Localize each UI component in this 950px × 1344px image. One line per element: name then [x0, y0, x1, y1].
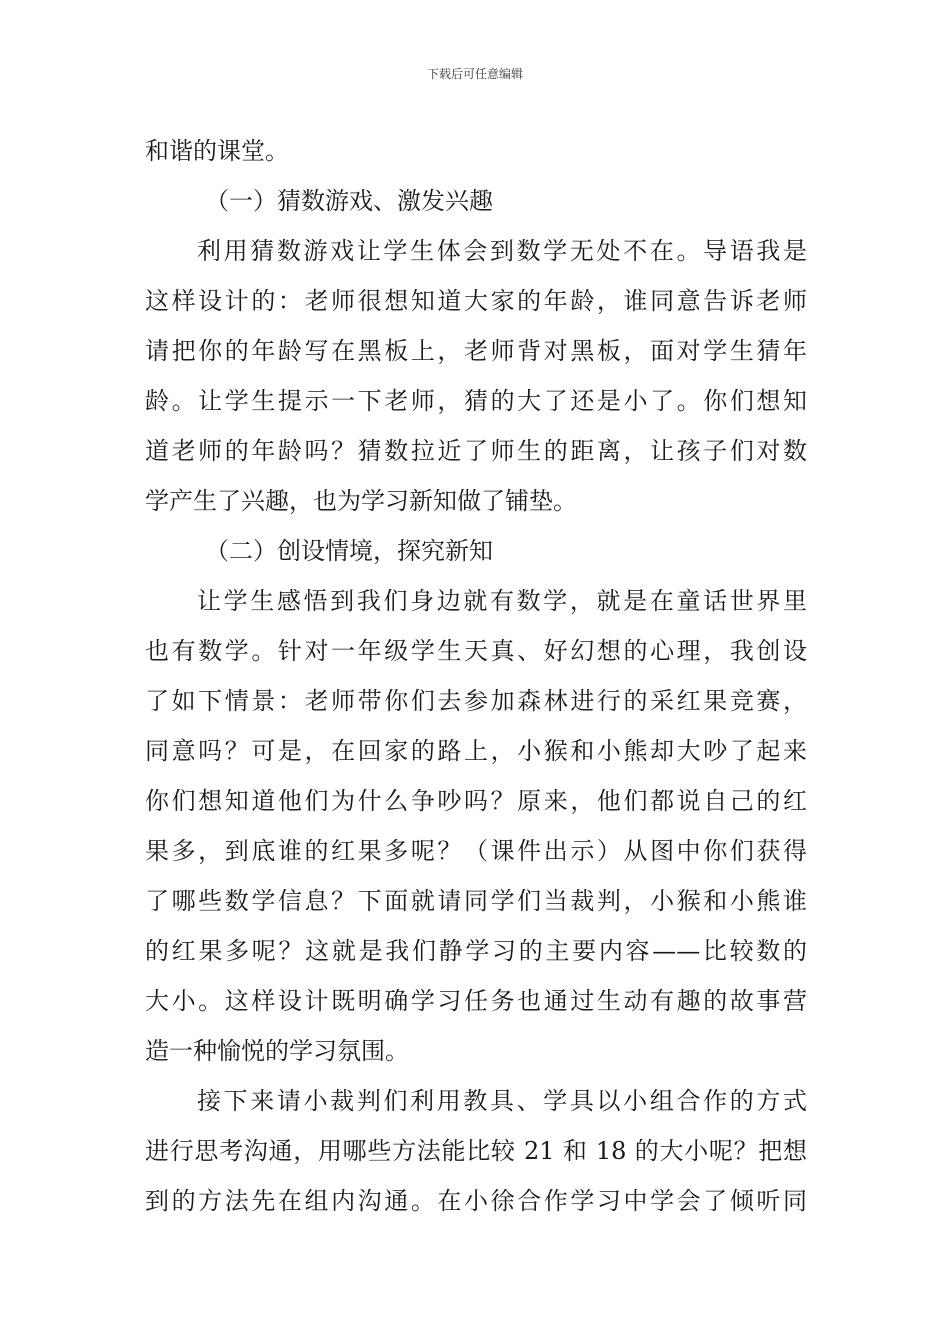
text-line: 道老师的年龄吗？猜数拉近了师生的距离，让孩子们对数 [145, 437, 807, 465]
text-line: 也有数学。针对一年级学生天真、好幻想的心理，我创设 [145, 637, 807, 665]
text-line: 你们想知道他们为什么争吵吗？原来，他们都说自己的红 [145, 787, 807, 815]
text-line: 到的方法先在组内沟通。在小徐合作学习中学会了倾听同 [145, 1187, 807, 1215]
document-body [145, 126, 807, 1226]
text-line: 利用猜数游戏让学生体会到数学无处不在。导语我是 [197, 237, 807, 265]
text-line: 了哪些数学信息？下面就请同学们当裁判，小猴和小熊谁 [145, 887, 807, 915]
text-line: 接下来请小裁判们利用教具、学具以小组合作的方式 [197, 1087, 807, 1115]
text-line: 造一种愉悦的学习氛围。 [145, 1037, 409, 1065]
text-line: 学产生了兴趣，也为学习新知做了铺垫。 [145, 487, 577, 515]
text-line: 和谐的课堂。 [145, 137, 289, 165]
text-line: 大小。这样设计既明确学习任务也通过生动有趣的故事营 [145, 987, 807, 1015]
text-line: 了如下情景：老师带你们去参加森林进行的采红果竞赛， [145, 687, 807, 715]
text-line: 让学生感悟到我们身边就有数学，就是在童话世界里 [197, 587, 807, 615]
text-line: 同意吗？可是，在回家的路上，小猴和小熊却大吵了起来 [145, 737, 807, 765]
text-line: 的红果多呢？这就是我们静学习的主要内容——比较数的 [145, 937, 807, 965]
text-line: 果多，到底谁的红果多呢？（课件出示）从图中你们获得 [145, 837, 807, 865]
text-line: （二）创设情境，探究新知 [205, 537, 493, 565]
text-line: 进行思考沟通，用哪些方法能比较 21 和 18 的大小呢？把想 [145, 1137, 807, 1165]
text-line: （一）猜数游戏、激发兴趣 [205, 187, 493, 215]
page-header: 下载后可任意编辑 [426, 67, 523, 81]
text-line: 请把你的年龄写在黑板上，老师背对黑板，面对学生猜年 [145, 337, 807, 365]
text-line: 龄。让学生提示一下老师，猜的大了还是小了。你们想知 [145, 387, 807, 415]
text-line: 这样设计的：老师很想知道大家的年龄，谁同意告诉老师 [145, 287, 807, 315]
